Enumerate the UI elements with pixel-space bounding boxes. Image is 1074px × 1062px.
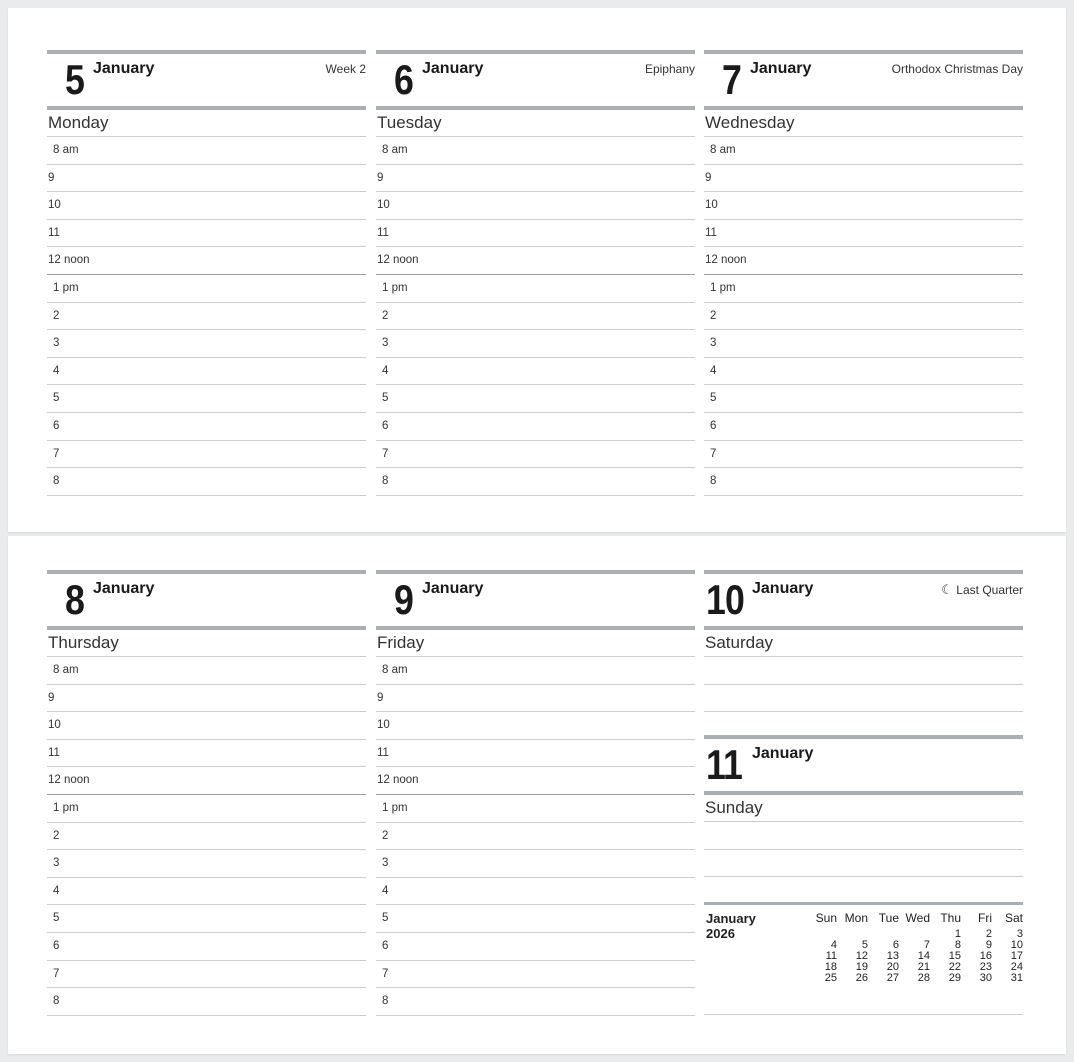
time-slot[interactable]: 11 xyxy=(47,740,366,768)
day-note: Epiphany xyxy=(644,62,695,76)
mini-calendar-day: 6 xyxy=(892,939,899,951)
time-slot[interactable]: 9 xyxy=(376,685,695,713)
time-slot[interactable]: 7 xyxy=(376,961,695,989)
day-column xyxy=(47,50,366,496)
time-slot[interactable]: 8 am xyxy=(376,137,695,165)
mini-calendar-day: 28 xyxy=(917,972,930,984)
time-slot[interactable]: 5 xyxy=(47,905,366,933)
time-slot[interactable]: 4 xyxy=(376,358,695,386)
time-slot[interactable]: 1 pm xyxy=(47,275,366,303)
mini-calendar-day: 23 xyxy=(979,961,992,973)
day-header xyxy=(704,50,1023,106)
day-header xyxy=(376,570,695,626)
day-note: Orthodox Christmas Day xyxy=(891,62,1023,76)
day-month: January xyxy=(422,60,484,77)
time-slot[interactable]: 2 xyxy=(704,303,1023,331)
mini-calendar-grid xyxy=(806,911,1023,984)
time-slot[interactable]: 9 xyxy=(704,165,1023,193)
time-slot[interactable]: 7 xyxy=(376,441,695,469)
mini-calendar-day: 15 xyxy=(948,950,961,962)
mini-calendar-day: 31 xyxy=(1010,972,1023,984)
day-month: January xyxy=(752,745,814,762)
mini-calendar-day: 11 xyxy=(825,950,837,962)
time-slot[interactable]: 9 xyxy=(376,165,695,193)
time-slot[interactable]: 7 xyxy=(47,441,366,469)
weekday-label: Friday xyxy=(376,626,695,657)
time-slot[interactable]: 3 xyxy=(376,330,695,358)
time-slot[interactable]: 5 xyxy=(47,385,366,413)
time-slot[interactable]: 8 xyxy=(704,468,1023,496)
mini-calendar-day: 21 xyxy=(917,961,930,973)
time-slot[interactable]: 5 xyxy=(376,385,695,413)
mini-calendar-day: 1 xyxy=(954,928,961,940)
day-month: January xyxy=(750,60,812,77)
time-slot[interactable]: 11 xyxy=(376,220,695,248)
time-slot[interactable]: 7 xyxy=(47,961,366,989)
day-header xyxy=(704,570,1023,626)
day-month: January xyxy=(752,580,814,597)
mini-calendar-header: Fri xyxy=(978,911,992,925)
day-header xyxy=(376,50,695,106)
time-slot[interactable]: 11 xyxy=(47,220,366,248)
day-number: 8 xyxy=(65,576,85,623)
day-header xyxy=(47,50,366,106)
day-column xyxy=(376,50,695,496)
time-slot[interactable]: 1 pm xyxy=(704,275,1023,303)
time-slot[interactable]: 4 xyxy=(704,358,1023,386)
mini-calendar-day: 13 xyxy=(886,950,899,962)
time-slot[interactable]: 9 xyxy=(47,685,366,713)
mini-calendar-day: 18 xyxy=(824,961,837,973)
time-slot[interactable]: 12 noon xyxy=(376,247,695,275)
time-slot[interactable]: 6 xyxy=(376,933,695,961)
time-slot[interactable]: 1 pm xyxy=(376,795,695,823)
mini-calendar-day: 17 xyxy=(1010,950,1023,962)
day-month: January xyxy=(93,60,155,77)
time-slot[interactable]: 12 noon xyxy=(704,247,1023,275)
time-slot[interactable]: 6 xyxy=(704,413,1023,441)
time-slot[interactable]: 10 xyxy=(47,192,366,220)
time-slot[interactable]: 5 xyxy=(704,385,1023,413)
weekday-label: Monday xyxy=(47,106,366,137)
mini-calendar-day: 14 xyxy=(917,950,930,962)
time-slot[interactable]: 2 xyxy=(376,303,695,331)
mini-calendar-day: 3 xyxy=(1016,928,1023,940)
day-note: Week 2 xyxy=(325,62,366,76)
mini-calendar-day: 19 xyxy=(855,961,868,973)
time-slot[interactable]: 8 xyxy=(376,468,695,496)
mini-calendar-year: 2026 xyxy=(706,926,735,941)
time-slot[interactable]: 8 am xyxy=(704,137,1023,165)
calendar-bottom-rule xyxy=(704,1014,1023,1015)
mini-calendar-header: Sun xyxy=(815,911,837,925)
time-slot[interactable]: 8 xyxy=(47,988,366,1016)
time-slot[interactable]: 12 noon xyxy=(47,247,366,275)
mini-calendar-day: 25 xyxy=(824,972,837,984)
mini-calendar-day: 27 xyxy=(886,972,899,984)
mini-calendar-title xyxy=(706,911,756,941)
time-slot[interactable]: 8 am xyxy=(47,657,366,685)
time-slot[interactable]: 10 xyxy=(47,712,366,740)
day-header xyxy=(47,570,366,626)
time-slot[interactable]: 2 xyxy=(47,823,366,851)
time-slot[interactable]: 1 pm xyxy=(47,795,366,823)
time-slot[interactable]: 6 xyxy=(376,413,695,441)
day-column xyxy=(47,570,366,1016)
day-column-sunday xyxy=(704,735,1023,877)
mini-calendar-day: 5 xyxy=(861,939,868,951)
mini-calendar-day: 26 xyxy=(855,972,868,984)
mini-calendar-header: Sat xyxy=(1004,911,1023,925)
time-slot[interactable]: 3 xyxy=(376,850,695,878)
note-line[interactable] xyxy=(704,657,1023,685)
mini-calendar-day: 30 xyxy=(979,972,992,984)
time-slot[interactable]: 8 am xyxy=(376,657,695,685)
day-number: 11 xyxy=(706,741,743,788)
mini-calendar-header: Thu xyxy=(940,911,961,925)
time-slot[interactable]: 11 xyxy=(704,220,1023,248)
day-number: 7 xyxy=(722,56,742,103)
bottom-page xyxy=(8,536,1066,1054)
mini-calendar-day: 10 xyxy=(1010,939,1023,951)
time-slot[interactable]: 11 xyxy=(376,740,695,768)
mini-calendar-header: Wed xyxy=(905,911,930,925)
time-slot[interactable]: 3 xyxy=(47,330,366,358)
time-slot[interactable]: 10 xyxy=(704,192,1023,220)
mini-calendar-day: 22 xyxy=(948,961,961,973)
time-slot[interactable]: 9 xyxy=(47,165,366,193)
note-line[interactable] xyxy=(704,850,1023,878)
moon-icon: ☾ xyxy=(941,582,953,597)
time-slot[interactable]: 2 xyxy=(376,823,695,851)
day-number: 6 xyxy=(394,56,414,103)
time-slot[interactable]: 6 xyxy=(47,413,366,441)
mini-calendar-header: Tue xyxy=(878,911,899,925)
time-slot[interactable]: 3 xyxy=(47,850,366,878)
day-column xyxy=(376,570,695,1016)
note-line[interactable] xyxy=(704,685,1023,713)
time-slot[interactable]: 10 xyxy=(376,192,695,220)
mini-calendar-day: 8 xyxy=(954,939,961,951)
day-month: January xyxy=(93,580,155,597)
time-slot[interactable]: 4 xyxy=(47,358,366,386)
mini-calendar-day: 4 xyxy=(830,939,837,951)
mini-calendar-day: 12 xyxy=(855,950,868,962)
time-slot[interactable]: 8 am xyxy=(47,137,366,165)
day-column xyxy=(704,50,1023,496)
weekday-label: Wednesday xyxy=(704,106,1023,137)
weekday-label: Sunday xyxy=(704,791,1023,822)
time-slot[interactable]: 4 xyxy=(376,878,695,906)
time-slot[interactable]: 6 xyxy=(47,933,366,961)
weekday-label: Tuesday xyxy=(376,106,695,137)
day-number: 5 xyxy=(65,56,85,103)
time-slot[interactable]: 8 xyxy=(376,988,695,1016)
mini-calendar-day: 2 xyxy=(985,928,992,940)
mini-calendar-day: 20 xyxy=(886,961,899,973)
mini-calendar-header: Mon xyxy=(844,911,868,925)
day-header xyxy=(704,735,1023,791)
weekday-label: Thursday xyxy=(47,626,366,657)
day-number: 9 xyxy=(394,576,414,623)
mini-calendar-month: January xyxy=(706,911,756,926)
time-slot[interactable]: 3 xyxy=(704,330,1023,358)
time-slot[interactable]: 10 xyxy=(376,712,695,740)
mini-calendar-day: 29 xyxy=(948,972,961,984)
time-slot[interactable]: 2 xyxy=(47,303,366,331)
time-slot[interactable]: 5 xyxy=(376,905,695,933)
time-slot[interactable]: 1 pm xyxy=(376,275,695,303)
day-note: ☾ Last Quarter xyxy=(941,582,1023,597)
note-line[interactable] xyxy=(704,822,1023,850)
mini-calendar-day: 9 xyxy=(985,939,992,951)
weekday-label: Saturday xyxy=(704,626,1023,657)
day-column-saturday xyxy=(704,570,1023,739)
mini-calendar-day: 7 xyxy=(923,939,930,951)
time-slot[interactable]: 8 xyxy=(47,468,366,496)
time-slot[interactable]: 7 xyxy=(704,441,1023,469)
time-slot[interactable]: 12 noon xyxy=(376,767,695,795)
top-page xyxy=(8,8,1066,532)
time-slot[interactable]: 4 xyxy=(47,878,366,906)
mini-calendar-day: 16 xyxy=(979,950,992,962)
mini-calendar-day: 24 xyxy=(1010,961,1023,973)
day-number: 10 xyxy=(706,576,745,623)
day-month: January xyxy=(422,580,484,597)
mini-calendar xyxy=(704,902,1023,1017)
time-slot[interactable]: 12 noon xyxy=(47,767,366,795)
